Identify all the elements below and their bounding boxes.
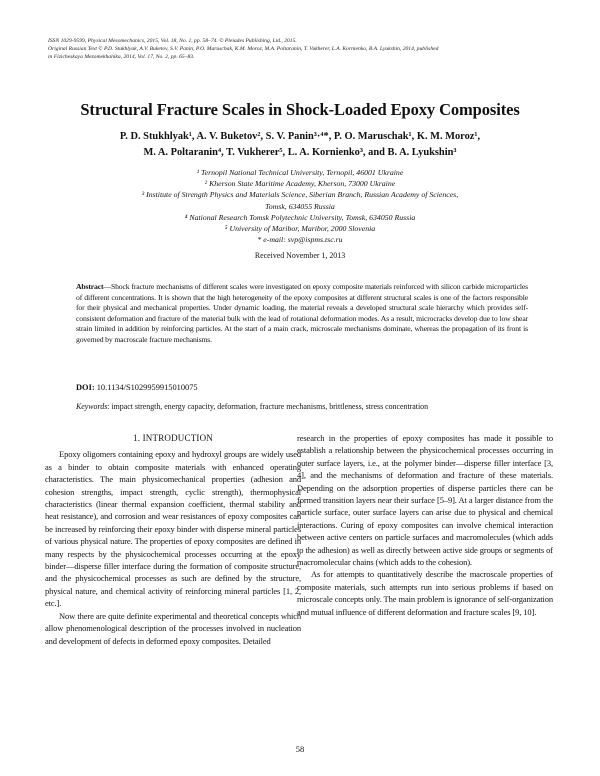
affiliation: ³ Institute of Strength Physics and Materials Science, Siberian Branch, Russian Academy of Sciences, — [141, 190, 459, 200]
header-line: ISSN 1029-9599, Physical Mesomechanics, 2015, Vol. 18, No. 1, pp. 58–74. © Pleiades Publishing, Ltd., 2015. — [48, 38, 297, 44]
journal-header — [48, 37, 558, 61]
doi — [76, 383, 528, 392]
email-line[interactable]: * e-mail: svp@ispms.tsc.ru — [257, 235, 343, 245]
paragraph: research in the properties of epoxy composites has made it possible to establish a relationship between the physicochemical processes occurring in outer surface layers, i.e., at the polymer binder—disperse filler interface [3, 4], and the mechanisms of deformation and fracture of these materials. Depending on the adsorption properties of disperse particles there can be formed transition layers near their surface [5–9]. At a larger distance from the particle surface, outer surface layers can arise due to physical and chemical interactions. Curing of epoxy composites can involve chemical interaction between active centers on particle surfaces and macromolecules (which adds to the adhesion) as well as directly between active side groups or segments of macromolecular chains (which adds to the cohesion). — [297, 433, 553, 568]
header-line: Original Russian Text © P.D. Stukhlyak, A.V. Buketov, S.V. Panin, P.O. Maruschak, K.M. Moroz, M.A. Poltaranin, T. Vukherer, L.A. Kornienko, B.A. Lyukshin, 2014, published — [48, 46, 439, 52]
paragraph: Now there are quite definite experimental and theoretical concepts which allow phenomenological description of the processes involved in nucleation and development of defects in deformed epoxy composites. Detailed — [45, 610, 301, 646]
doi-label: DOI: — [76, 383, 95, 392]
right-column — [297, 432, 553, 618]
affiliation: ² Kherson State Maritime Academy, Kherson, 73000 Ukraine — [204, 179, 396, 189]
affiliation: ¹ Ternopil National Technical University, Ternopil, 46001 Ukraine — [196, 168, 404, 177]
doi-link[interactable]: 10.1134/S1029959915010075 — [96, 383, 198, 392]
keywords-label: Keywords — [76, 402, 108, 411]
author-line: P. D. Stukhlyak¹, A. V. Buketov², S. V. Panin³·⁴*, P. O. Maruschak¹, K. M. Moroz¹, — [119, 131, 481, 142]
keywords — [76, 402, 528, 411]
affiliation: Tomsk, 634055 Russia — [265, 201, 335, 211]
affiliation: ⁴ National Research Tomsk Polytechnic University, Tomsk, 634050 Russia — [184, 212, 416, 222]
paragraph: Epoxy oligomers containing epoxy and hydroxyl groups are widely used as a binder to obtain composite materials with enhanced operating characteristics. The main physicomechanical properties (adhesion and cohesion strengths, impact strength, cyclic strength), thermophysical characteristics (linear thermal expansion coefficient, thermal stability and heat resistance), and corrosion and wear resistances of epoxy composites can be increased by reinforcing their epoxy binder with disperse mineral particles of various physical nature. The properties of epoxy composites are defined in many respects by the physicochemical processes occurring at the epoxy binder—disperse filler interface during the formation of composite structure, and the physicochemical processes as such are defined by the structure, physical nature, and chemical activity of reinforcing mineral particles [1, 2, etc.]. — [45, 449, 301, 609]
abstract-label: Abstract — [76, 282, 104, 291]
author-list — [40, 129, 560, 161]
affiliations — [60, 167, 540, 245]
affiliation: ⁵ University of Maribor, Maribor, 2000 Slovenia — [224, 224, 376, 234]
received-date: Received November 1, 2013 — [254, 251, 346, 260]
header-line: in Fizicheskaya Mezomekhanika, 2014, Vol. 17, No. 2, pp. 65–83. — [48, 54, 195, 60]
left-column — [45, 432, 301, 647]
section-heading: 1. INTRODUCTION — [133, 433, 213, 443]
article-title: Structural Fracture Scales in Shock-Loaded Epoxy Composites — [80, 100, 520, 119]
page-number: 58 — [295, 744, 305, 754]
keywords-text: : impact strength, energy capacity, deformation, fracture mechanisms, brittleness, stress concentration — [107, 402, 429, 411]
paragraph: As for attempts to quantitatively describe the macroscale properties of composite materials, such attempts run into serious problems if based on microscale concepts only. The main problem is ignorance of self-organization and mutual influence of different deformation and fracture scales [9, 10]. — [297, 569, 553, 617]
abstract — [76, 282, 528, 346]
author-line: M. A. Poltaranin⁴, T. Vukherer⁵, L. A. Kornienko³, and B. A. Lyukshin³ — [143, 147, 457, 158]
abstract-text: —Shock fracture mechanisms of different scales were investigated on epoxy composite materials reinforced with silicon carbide microparticles of different concentrations. It is shown that the high heterogeneity of the epoxy composites at different structural scales is one of the factors responsible for their physical and mechanical properties. Under dynamic loading, the material reveals a developed structural scale hierarchy which provides self-consistent deformation and fracture of the material bulk with the lead of rotational deformation modes. As a result, microcracks develop due to low shear strain limited in addition by reinforcing particles. At the start of a main crack, microscale mechanisms dominate, whereas the propagation of its front is governed by macroscale fracture mechanisms. — [76, 282, 528, 344]
